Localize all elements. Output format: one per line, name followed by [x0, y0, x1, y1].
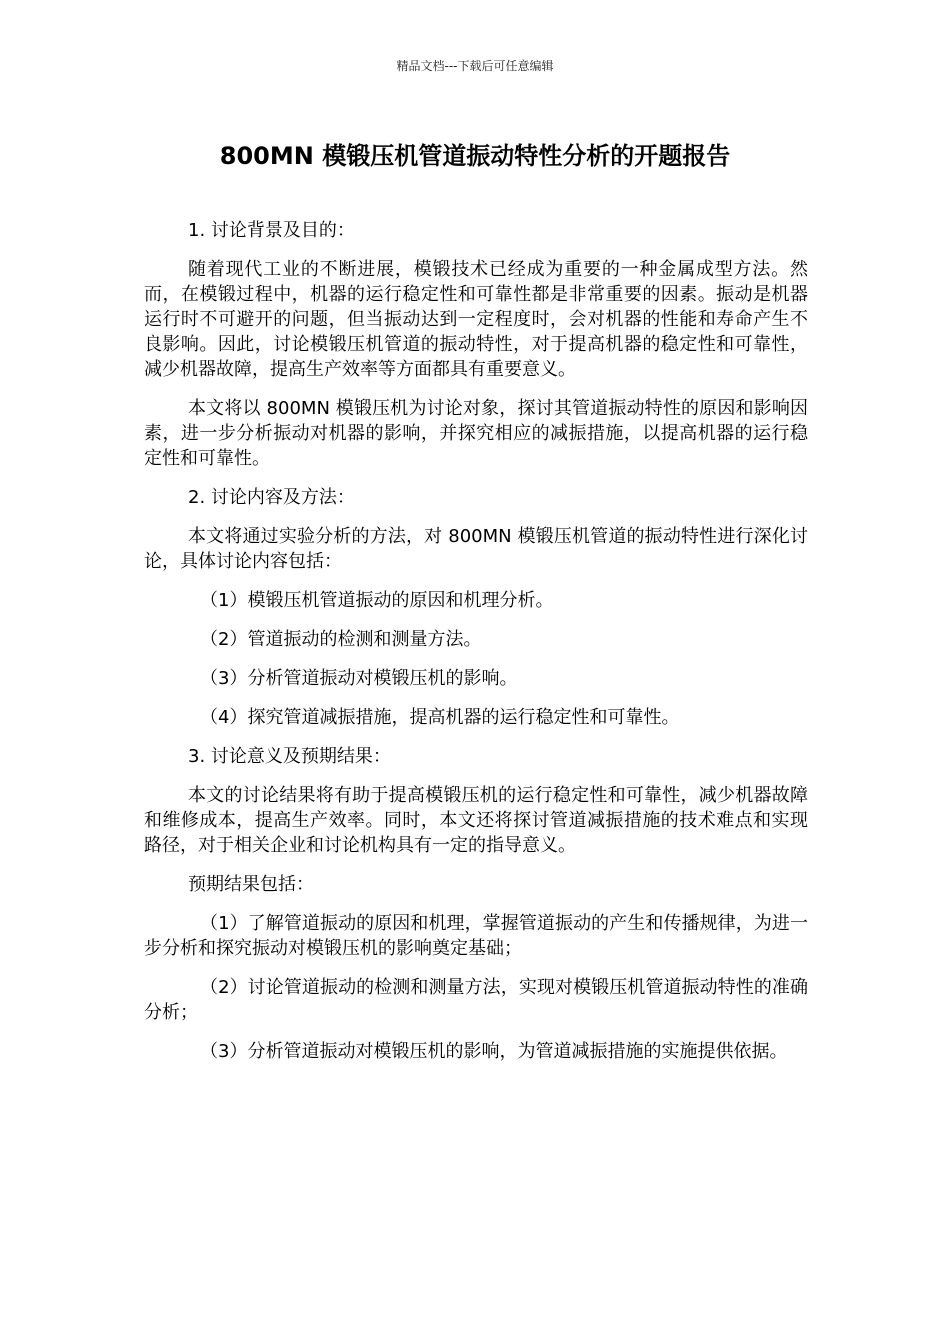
list-item: （3）分析管道振动对模锻压机的影响。	[200, 668, 518, 689]
list-item: （2）管道振动的检测和测量方法。	[200, 629, 482, 650]
document-body	[144, 218, 808, 1078]
paragraph: 本文的讨论结果将有助于提高模锻压机的运行稳定性和可靠性，减少机器故障和维修成本，提高生产效率。同时，本文还将探讨管道减振措施的技术难点和实现路径，对于相关企业和讨论机构具有一定的指导意义。	[144, 785, 808, 856]
document-title: 800MN 模锻压机管道振动特性分析的开题报告	[219, 142, 731, 170]
section-heading-content-methods: 2. 讨论内容及方法：	[188, 487, 355, 508]
paragraph: 预期结果包括：	[188, 874, 314, 895]
list-item: （1）模锻压机管道振动的原因和机理分析。	[200, 590, 554, 611]
header-note: 精品文档---下载后可任意编辑	[396, 59, 554, 73]
paragraph: 随着现代工业的不断进展，模锻技术已经成为重要的一种金属成型方法。然而，在模锻过程中，机器的运行稳定性和可靠性都是非常重要的因素。振动是机器运行时不可避开的问题，但当振动达到一定程度时，会对机器的性能和寿命产生不良影响。因此，讨论模锻压机管道的振动特性，对于提高机器的稳定性和可靠性，减少机器故障，提高生产效率等方面都具有重要意义。	[144, 259, 808, 380]
list-item: （2）讨论管道振动的检测和测量方法，实现对模锻压机管道振动特性的准确分析；	[144, 977, 808, 1023]
paragraph: 本文将通过实验分析的方法，对 800MN 模锻压机管道的振动特性进行深化讨论，具体讨论内容包括：	[144, 526, 808, 572]
section-heading-significance-results: 3. 讨论意义及预期结果：	[188, 746, 391, 767]
list-item: （3）分析管道振动对模锻压机的影响，为管道减振措施的实施提供依据。	[200, 1041, 788, 1062]
paragraph: 本文将以 800MN 模锻压机为讨论对象，探讨其管道振动特性的原因和影响因素，进一步分析振动对机器的影响，并探究相应的减振措施，以提高机器的运行稳定性和可靠性。	[144, 398, 808, 469]
section-heading-background: 1. 讨论背景及目的：	[188, 220, 355, 241]
list-item: （4）探究管道减振措施，提高机器的运行稳定性和可靠性。	[200, 707, 680, 728]
list-item: （1）了解管道振动的原因和机理，掌握管道振动的产生和传播规律，为进一步分析和探究振动对模锻压机的影响奠定基础；	[144, 913, 808, 959]
